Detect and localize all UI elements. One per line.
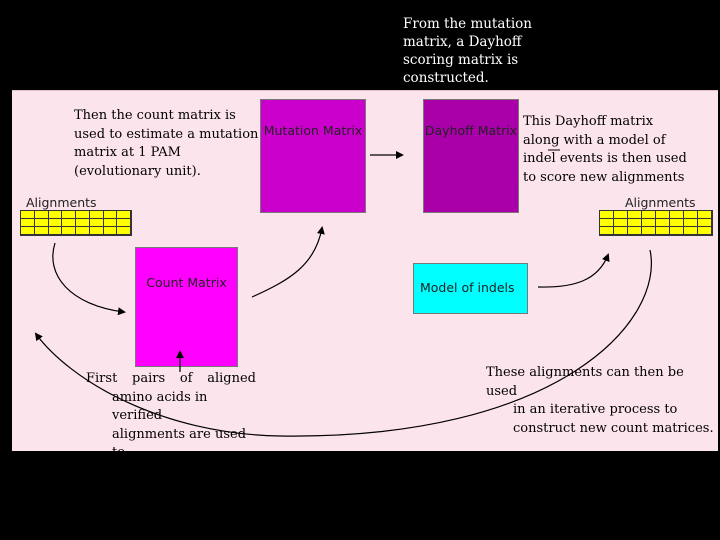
arrow-feedback-arc xyxy=(36,250,651,436)
alignments-left-label: Alignments xyxy=(26,195,97,210)
dayhoff-matrix-label: Dayhoff Matrix xyxy=(424,123,518,138)
note-line: These alignments can then be used xyxy=(486,365,684,399)
note-line: construct new count matrices. xyxy=(513,420,714,436)
arrow-indels-to-alignments xyxy=(538,255,608,287)
note-line: matrix at 1 PAM xyxy=(74,145,181,160)
model-of-indels-label: Model of indels xyxy=(420,280,515,295)
note-line: in an iterative process to xyxy=(513,402,678,417)
mutation-matrix-label: Mutation Matrix xyxy=(263,123,363,138)
note-line: to score new alignments xyxy=(523,169,685,185)
note-line: Then the count matrix is xyxy=(74,108,236,123)
top-note-line: From the mutation xyxy=(403,16,532,32)
note-line: alignments are used to xyxy=(112,426,247,460)
top-note-line: scoring matrix is xyxy=(403,52,519,68)
note-line: This Dayhoff matrix xyxy=(523,114,654,129)
note-line: First pairs of aligned xyxy=(86,371,256,386)
count-matrix-label: Count Matrix xyxy=(146,275,227,290)
note-line: along with a model of xyxy=(523,132,666,148)
arrow-count-to-mutation xyxy=(252,228,322,297)
top-note-line: matrix, a Dayhoff xyxy=(403,34,522,50)
note-line: (evolutionary unit). xyxy=(74,163,201,179)
note-line: indel events is then used xyxy=(523,151,687,166)
note-line: used to estimate a mutation xyxy=(74,126,259,142)
note-line: build a count matrix xyxy=(112,463,246,479)
alignments-right-label: Alignments xyxy=(625,195,696,210)
top-note-line: constructed. xyxy=(403,70,489,86)
note-line: amino acids in verified xyxy=(112,389,208,423)
arrow-alignments-to-count xyxy=(53,243,124,312)
